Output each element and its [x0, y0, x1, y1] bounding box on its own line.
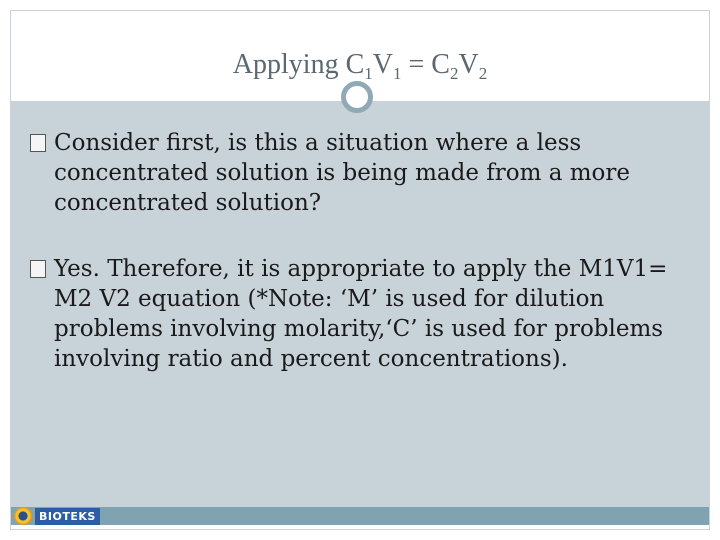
bullet-item — [30, 128, 690, 218]
logo-text: BIOTEKS — [35, 508, 100, 525]
footer-band — [11, 507, 709, 525]
bullet-text: Consider first, is this a situation where a less concentrated solution is being made from a more concentrated solution? — [54, 130, 631, 216]
bullet-list — [30, 128, 690, 410]
slide-title: Applying $C_1V_1 = C_2V_2$ — [232, 49, 488, 83]
bullet-item — [30, 254, 690, 374]
bullet-marker-icon — [30, 260, 46, 278]
bioteks-logo — [14, 505, 104, 527]
circle-ornament-icon — [341, 81, 373, 113]
bullet-text: Yes. Therefore, it is appropriate to apply the M1V1= M2 V2 equation (*Note: ‘M’ is used for dilution problems involving molarity,‘C’ is used for problems involving ratio and percent concentrations). — [54, 256, 668, 372]
sun-logo-icon — [14, 507, 32, 525]
bullet-marker-icon — [30, 134, 46, 152]
